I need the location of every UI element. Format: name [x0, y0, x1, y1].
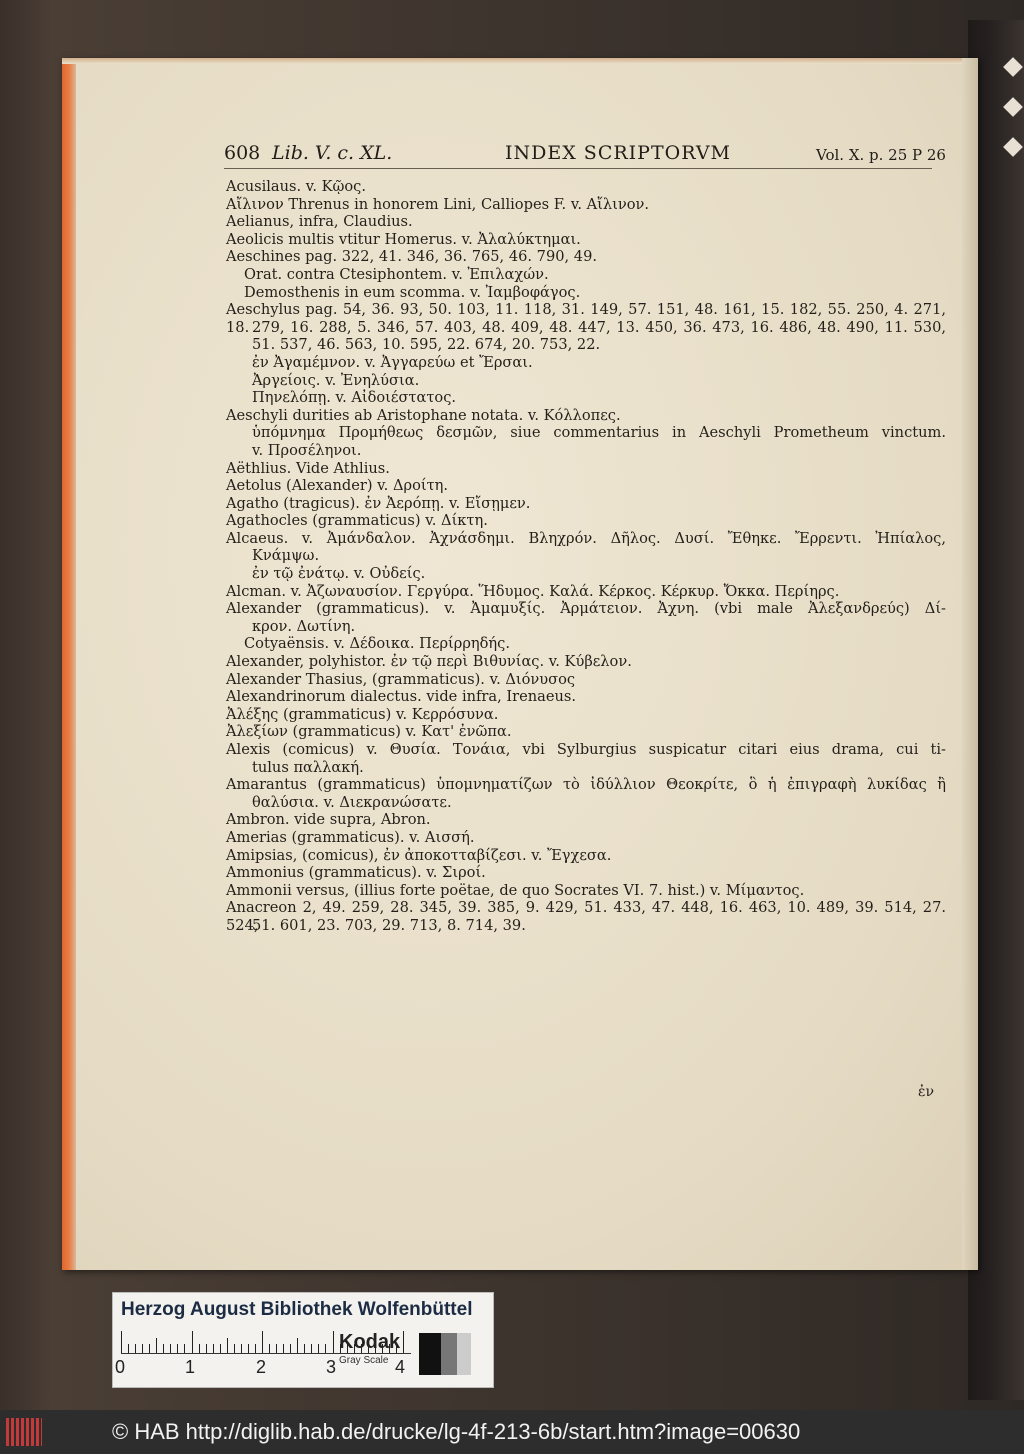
index-entry: Aelianus, infra, Claudius.	[226, 213, 413, 231]
index-entry: ἐν τῷ ἐνάτῳ. v. Οὐδείς.	[252, 565, 426, 583]
section-label: Lib. V. c. XL.	[272, 142, 393, 164]
scale-number: 1	[185, 1357, 196, 1377]
index-entry: Ambron. vide supra, Abron.	[226, 811, 431, 829]
catchword: ἐν	[918, 1084, 935, 1100]
index-entry: Πηνελόπῃ. v. Αἰδοιέστατος.	[252, 389, 457, 407]
ruler-tick	[128, 1344, 129, 1353]
ruler-tick	[149, 1344, 150, 1353]
index-entry: Demosthenis in eum scomma. v. Ἰαμβοφάγος.	[244, 283, 581, 301]
volume-reference: Vol. X. p. 25 P 26	[816, 146, 946, 164]
gray-patch-light	[457, 1333, 471, 1375]
gray-patch-black	[419, 1333, 441, 1375]
ruler-tick	[262, 1331, 263, 1353]
page-red-edge	[62, 58, 76, 1270]
ruler-tick	[213, 1344, 214, 1353]
ruler-tick	[206, 1344, 207, 1353]
ruler-tick	[304, 1344, 305, 1353]
index-entry: Alexis (comicus) v. Θυσία. Τονάια, vbi Sylburgius suspicatur citari eius drama, cui ti-	[226, 741, 946, 758]
ruler-tick	[192, 1331, 193, 1353]
index-entry: Agatho (tragicus). ἐν Ἀερόπῃ. v. Εἴσῃμεν.	[226, 494, 531, 512]
index-entry: Anacreon 2, 49. 259, 28. 345, 39. 385, 9. 429, 51. 433, 47. 448, 16. 463, 10. 489, 39. 514, 27. 524,	[226, 899, 946, 934]
index-entry: Alexandrinorum dialectus. vide infra, Irenaeus.	[226, 688, 577, 706]
index-entry: Agathocles (grammaticus) v. Δίκτη.	[226, 512, 488, 530]
index-entry: tulus παλλακή.	[252, 758, 364, 776]
ruler-tick	[170, 1344, 171, 1353]
index-entry: Ammonii versus, (illius forte poëtae, de quo Socrates VI. 7. hist.) v. Μίμαντος.	[226, 881, 805, 899]
index-entry: Aeschylus pag. 54, 36. 93, 50. 103, 11. 118, 31. 149, 57. 151, 48. 161, 15. 182, 55. 250, 4. 271, 18.	[226, 301, 946, 336]
index-entry: Amerias (grammaticus). v. Αισσή.	[226, 828, 475, 846]
page-top-edge	[62, 58, 978, 64]
index-entry: Amipsias, (comicus), ἐν ἀποκοτταβίζεσι. v. Ἔγχεσα.	[226, 846, 612, 864]
scale-number: 0	[115, 1357, 126, 1377]
index-entry: Cotyaënsis. v. Δέδοικα. Περίρρηδής.	[244, 635, 510, 653]
ruler-tick	[142, 1344, 143, 1353]
index-entry: Alexander (grammaticus). v. Ἀμαμυξίς. Ἀρμάτειον. Ἀχνη. (vbi male Ἀλεξανδρεύς) Δί-	[226, 600, 946, 618]
ruler-tick	[184, 1344, 185, 1353]
index-entry: ἐν Ἀγαμέμνον. v. Ἀγγαρεύω et Ἔρσαι.	[252, 353, 533, 371]
index-entry: Alcman. v. Ἀζωναυσίον. Γεργύρα. Ἥδυμος. Καλά. Κέρκος. Κέρκυρ. Ὄκκα. Περίηρς.	[226, 582, 840, 600]
index-entry: Alexander, polyhistor. ἐν τῷ περὶ Βιθυνίας. v. Κύβελον.	[226, 653, 632, 671]
ruler-tick	[318, 1344, 319, 1353]
card-title: Herzog August Bibliothek Wolfenbüttel	[121, 1299, 473, 1320]
footer-bar	[0, 1410, 1024, 1454]
ruler-tick	[135, 1344, 136, 1353]
index-entry: Aetolus (Alexander) v. Δροίτη.	[226, 477, 449, 495]
index-entry: 51. 537, 46. 563, 10. 595, 22. 674, 20. 753, 22.	[252, 336, 601, 354]
scale-number: 3	[326, 1357, 337, 1377]
index-entry: Aeschines pag. 322, 41. 346, 36. 765, 46. 790, 49.	[226, 248, 598, 266]
index-entry: Aeschyli durities ab Aristophane notata. v. Κόλλοπες.	[226, 406, 621, 424]
color-calibration-card	[112, 1292, 494, 1388]
ruler-tick	[325, 1344, 326, 1353]
ruler-tick	[311, 1344, 312, 1353]
index-entry: Ἀλεξίων (grammaticus) v. Κατ' ἐνῶπα.	[226, 723, 512, 741]
ruler-tick	[199, 1344, 200, 1353]
index-entry: Aeolicis multis vtitur Homerus. v. Ἀλαλύκτημαι.	[226, 230, 581, 248]
gray-patch-mid	[441, 1333, 457, 1375]
ruler-tick	[177, 1344, 178, 1353]
ruler-tick	[241, 1344, 242, 1353]
index-entry: 51. 601, 23. 703, 29. 713, 8. 714, 39.	[252, 916, 526, 934]
ruler-tick	[403, 1331, 404, 1353]
index-entry: κρον. Δωτίνη.	[252, 617, 356, 635]
ruler-tick	[163, 1344, 164, 1353]
ruler-tick	[121, 1331, 122, 1353]
header-rule	[224, 168, 932, 169]
ruler-tick	[248, 1344, 249, 1353]
ruler-tick	[283, 1344, 284, 1353]
ruler-tick	[220, 1344, 221, 1353]
ruler-tick	[156, 1338, 157, 1353]
ruler-tick	[290, 1344, 291, 1353]
ruler-tick	[297, 1338, 298, 1353]
index-entry: Amarantus (grammaticus) ὑπομνηματίζων τὸ ἰδύλλιον Θεοκρίτε, ὃ ἡ ἐπιγραφὴ λυκίδας ἢ	[226, 776, 946, 794]
page-title: INDEX SCRIPTORVM	[505, 142, 732, 164]
ruler-tick	[255, 1344, 256, 1353]
binding-marks	[1000, 60, 1020, 1400]
ruler-tick	[269, 1344, 270, 1353]
ruler-tick	[333, 1331, 334, 1353]
index-entry: Ammonius (grammaticus). v. Σιροί.	[226, 864, 486, 882]
gray-scale-label: Gray Scale	[339, 1355, 389, 1366]
index-entry: Ἀλέξης (grammaticus) v. Κερρόσυνα.	[226, 705, 499, 723]
scale-number: 2	[256, 1357, 267, 1377]
kodak-label: Kodak	[339, 1331, 401, 1353]
index-entry: Aëthlius. Vide Athlius.	[226, 459, 390, 477]
page-gutter	[962, 58, 978, 1270]
page-number: 608	[224, 142, 261, 164]
index-entry: Κνάμψω.	[252, 547, 320, 565]
index-entries	[226, 178, 946, 935]
index-entry: Orat. contra Ctesiphontem. v. Ἐπιλαχών.	[244, 265, 549, 283]
index-entry: Acusilaus. v. Κῷος.	[226, 178, 366, 195]
index-entry: v. Προσέληνοι.	[252, 441, 362, 459]
index-entry: ὑπόμνημα Προμήθεως δεσμῶν, siue commentarius in Aeschyli Prometheum vinctum.	[252, 424, 946, 442]
index-entry: Αἴλινον Threnus in honorem Lini, Calliopes F. v. Αἴλινον.	[226, 195, 650, 213]
ruler-tick	[227, 1338, 228, 1353]
index-entry: Ἀργείοις. v. Ἐνηλύσια.	[252, 371, 420, 389]
index-entry: θαλύσια. v. Διεκρανώσατε.	[252, 793, 452, 811]
copyright-url: © HAB http://diglib.hab.de/drucke/lg-4f-213-6b/start.htm?image=00630	[112, 1419, 801, 1444]
ruler-tick	[234, 1344, 235, 1353]
ruler-tick	[276, 1344, 277, 1353]
index-entry: Alexander Thasius, (grammaticus). v. Διόνυσος	[226, 670, 576, 688]
scale-number: 4	[395, 1357, 406, 1377]
index-entry: Alcaeus. v. Ἀμάνδαλον. Ἀχνάσδημι. Βληχρόν. Δῆλος. Δυσί. Ἔθηκε. Ἔρρεντι. Ἠπίαλος,	[226, 529, 946, 547]
hab-logo-icon	[6, 1418, 42, 1446]
index-entry: 279, 16. 288, 5. 346, 57. 403, 48. 409, 48. 447, 13. 450, 36. 473, 16. 486, 48. 490, 11. 530,	[252, 318, 946, 336]
